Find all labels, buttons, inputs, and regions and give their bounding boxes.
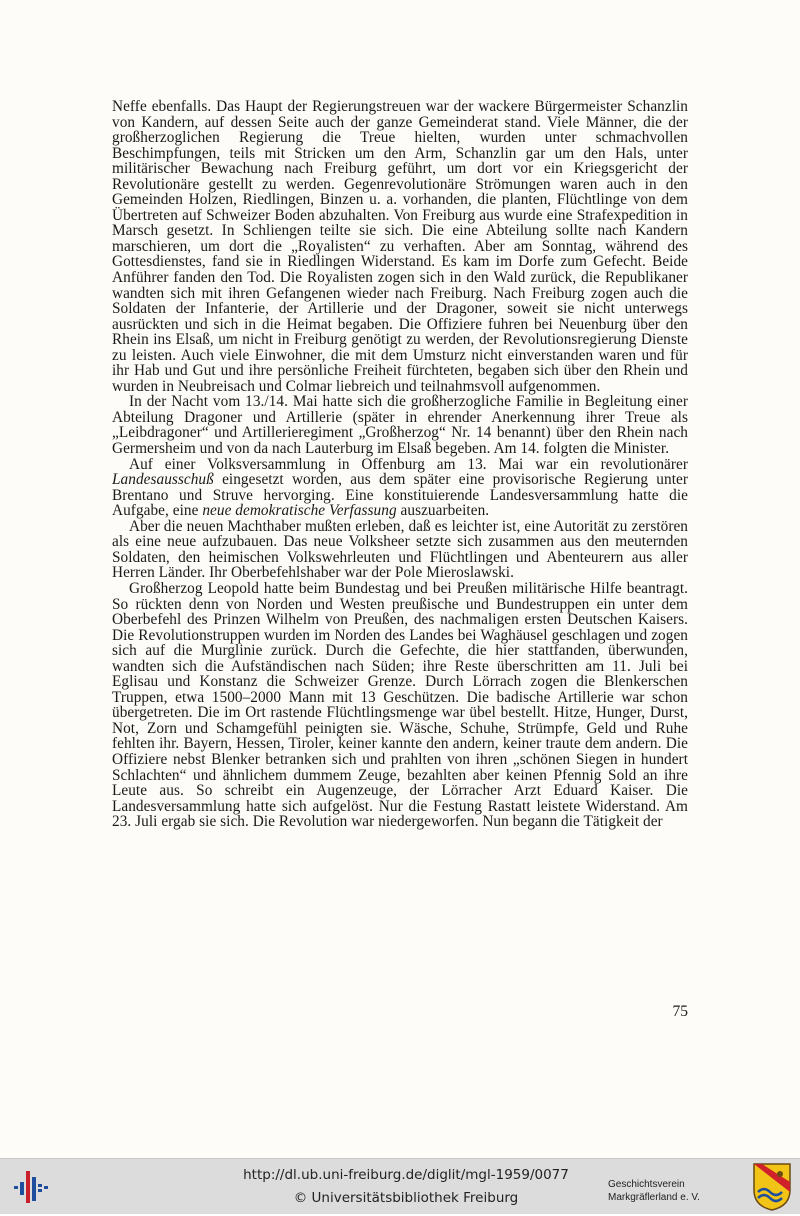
text-run: Auf einer Volksversammlung in Offenburg am 13. Mai war ein revolutionärer [129,455,688,473]
document-url-link[interactable]: http://dl.ub.uni-freiburg.de/diglit/mgl-1959/0077 [243,1167,569,1183]
society-name [608,1179,748,1204]
paragraph [112,394,688,456]
body-text [112,99,688,830]
viewer-footer [0,1158,800,1214]
page-number: 75 [672,1003,688,1020]
text-run: In der Nacht vom 13./14. Mai hatte sich die großherzogliche Familie in Begleitung einer Abteilung Dragoner und Artillerie (später in ehrender Anerkennung ihrer Treue als „Leibdragoner“ und Artillerieregiment „Großherzog“ Nr. 14 benannt) über den Rhein nach Germersheim und von da nach Lauterburg im Elsaß begeben. Am 14. folgten die Minister. [112,393,688,458]
italic-term: Landesausschuß [112,471,214,489]
text-run: eingesetzt worden, aus dem später eine provisorische Regierung unter Brentano und Struve hervorging. Eine konstituierende Landesversammlung hatte die Aufgabe, eine [112,471,688,520]
copyright-notice: © Universitätsbibliothek Freiburg [293,1190,519,1206]
university-library-logo-icon[interactable] [12,1167,52,1207]
society-name-line1: Geschichtsverein [608,1179,685,1190]
italic-term: neue demokratische Verfassung [202,502,397,520]
society-name-line2: Markgräflerland e. V. [608,1191,700,1203]
paragraph [112,457,688,519]
coat-of-arms-icon [752,1162,792,1212]
text-run: Aber die neuen Machthaber mußten erleben, daß es leichter ist, eine Autorität zu zerstören als eine neue aufzubauen. Das neue Volksheer setzte sich zusammen aus den meuternden Soldaten, den heimischen Volkswehrleuten und Flüchtlingen und Abenteurern aus aller Herren Länder. Ihr Oberbefehlshaber war der Pole Mieroslawski. [112,517,688,582]
paragraph [112,519,688,581]
paragraph [112,99,688,394]
paragraph [112,581,688,830]
text-run: Großherzog Leopold hatte beim Bundestag und bei Preußen militärische Hilfe beantragt. So rückten denn von Norden und Westen preußische und Bundestruppen ein unter dem Oberbefehl des Prinzen Wilhelm von Preußen, des nachmaligen ersten Deutschen Kaisers. Die Revolutionstruppen wurden im Norden des Landes bei Waghäusel geschlagen und zogen sich auf die Murglinie zurück. Durch die Gefechte, die hier stattfanden, überwunden, wandten sich die Aufständischen nach Süden; ihre Reste überschritten am 11. Juli bei Eglisau und Konstanz die Schweizer Grenze. Durch Lörrach zogen die Blenkerschen Truppen, etwa 1500–2000 Mann mit 13 Geschützen. Die badische Artillerie war schon übergetreten. Die im Ort rastende Flüchtlingsmenge war übel bestellt. Hitze, Hunger, Durst, Not, Zorn und Schamgefühl peinigten sie. Wäsche, Schuhe, Strümpfe, Geld und Ruhe fehlten ihr. Bayern, Hessen, Tiroler, keiner kannte den andern, keiner traute dem andern. Die Offiziere nebst Blenker betranken sich und prahlten von ihren „schönen Siegen in hundert Schlachten“ und ähnlichem dummem Zeuge, bezahlten aber keinen Pfennig Sold an ihre Leute aus. So schreibt ein Augenzeuge, der Lörracher Arzt Eduard Kaiser. Die Landesversammlung hatte sich aufgelöst. Nur die Festung Rastatt leistete Widerstand. Am 23. Juli ergab sie sich. Die Revolution war niedergeworfen. Nun begann die Tätigkeit der [112,579,688,831]
text-run: Neffe ebenfalls. Das Haupt der Regierungstreuen war der wackere Bürgermeister Schanzlin von Kandern, auf dessen Seite auch der ganze Gemeinderat stand. Viele Männer, die der großherzoglichen Regierung die Treue hielten, wurden unter schmachvollen Beschimpfungen, teils mit Stricken um den Arm, Schanzlin gar um den Hals, unter militärischer Bewachung nach Freiburg geführt, um dort vor ein Kriegsgericht der Revolutionäre gestellt zu werden. Gegenrevolutionäre Strömungen waren auch in den Gemeinden Holzen, Riedlingen, Binzen u. a. vorhanden, die planten, Flüchtlinge von dem Übertreten auf Schweizer Boden abzuhalten. Von Freiburg aus wurde eine Strafexpedition in Marsch gesetzt. In Schliengen teilte sie sich. Die eine Abteilung sollte nach Kandern marschieren, um dort die „Royalisten“ zu verhaften. Aber am Sonntag, während des Gottesdienstes, fand sie in Riedlingen Widerstand. Es kam im Dorfe zum Gefecht. Beide Anführer fanden den Tod. Die Royalisten zogen sich in den Wald zurück, die Republikaner wandten sich mit ihren Gefangenen wieder nach Freiburg. Nach Freiburg zogen auch die Soldaten der Infanterie, der Artillerie und der Dragoner, soweit sie nicht unterwegs ausrückten und sich in die Heimat begaben. Die Offiziere fuhren bei Neuenburg über den Rhein ins Elsaß, um nicht in Freiburg genötigt zu werden, der Revolutionsregierung Dienste zu leisten. Auch viele Einwohner, die mit dem Umsturz nicht einverstanden waren und für ihr Hab und Gut und ihre persönliche Freiheit fürchteten, begaben sich über den Rhein und wurden in Neubreisach und Colmar liebreich und teilnahmsvoll aufgenommen. [112,98,688,395]
text-run: auszuarbeiten. [396,502,490,520]
